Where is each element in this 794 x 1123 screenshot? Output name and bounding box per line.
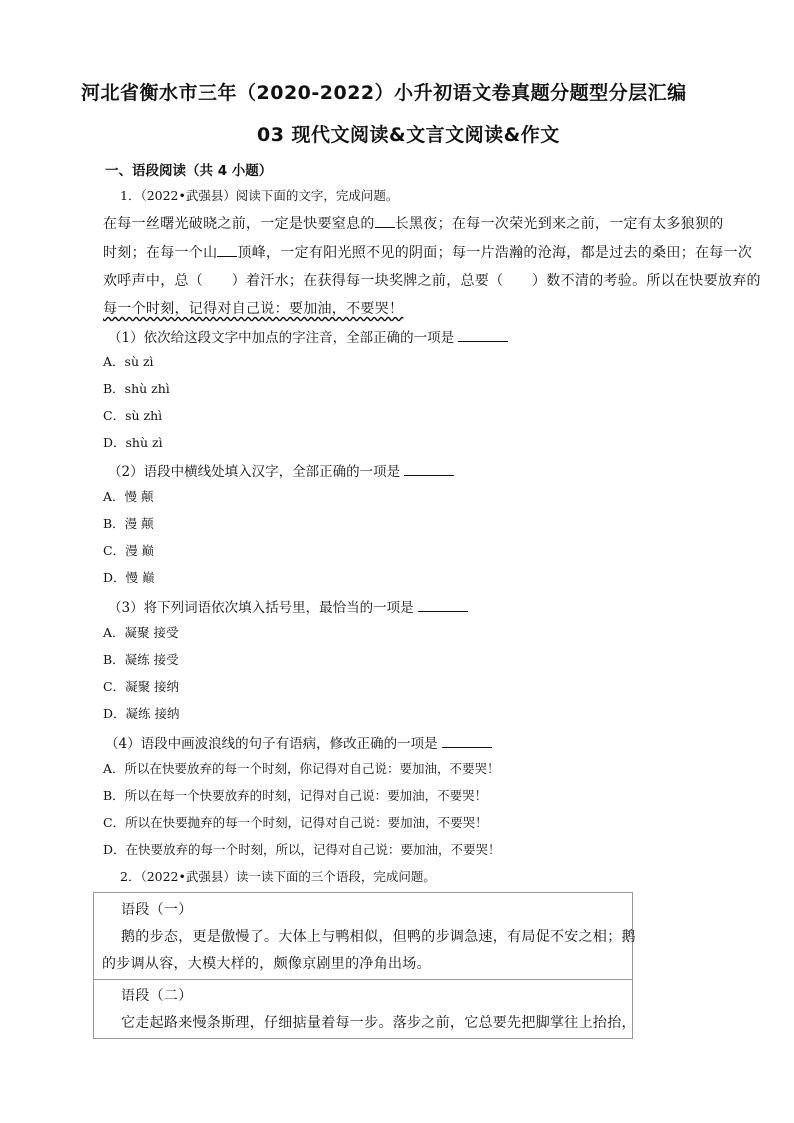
option: C．所以在快要抛弃的每一个时刻，记得对自己说：要加油，不要哭！ [103, 815, 488, 830]
option: D．shù zì [103, 435, 163, 450]
option: B．凝练 接受 [103, 652, 179, 667]
answer-blank [418, 599, 468, 612]
answer-blank [404, 463, 454, 476]
doc-title-line1: 河北省衡水市三年（2020-2022）小升初语文卷真题分题型分层汇编 [81, 82, 687, 104]
option: C．sù zhì [103, 408, 163, 423]
option: A．慢 颠 [103, 489, 154, 504]
segment-2-title: 语段（二） [121, 988, 193, 1004]
fill-blank-2 [217, 244, 237, 257]
sub-question-2: （2）语段中横线处填入汉字，全部正确的一项是 [108, 460, 454, 480]
segment-1-line-1: 鹅的步态，更是傲慢了。大体上与鸭相似，但鸭的步调急速，有局促不安之相；鹅 [121, 929, 636, 945]
option: B．shù zhì [103, 381, 170, 396]
passage-segment-1 [94, 893, 636, 980]
segment-2-line-1: 它走起路来慢条斯理，仔细掂量着每一步。落步之前，它总要先把脚掌往上抬抬， [121, 1015, 636, 1031]
option: A．sù zì [103, 354, 154, 369]
option: D．凝练 接纳 [103, 706, 180, 721]
passage-line-2: 时刻；在每一个山 顶峰，一定有阳光照不见的阴面；每一片浩瀚的沧海，都是过去的桑田；在每一次 [103, 245, 753, 261]
option: C．漫 巅 [103, 543, 155, 558]
doc-title-line2: 03 现代文阅读&文言文阅读&作文 [257, 124, 560, 146]
segment-1-line-2: 的步调从容，大模大样的，颇像京剧里的净角出场。 [102, 956, 431, 972]
sub-question-4: （4）语段中画波浪线的句子有语病，修改正确的一项是 [105, 732, 492, 752]
sub-question-3: （3）将下列词语依次填入括号里，最恰当的一项是 [108, 596, 468, 616]
segment-1-title: 语段（一） [121, 902, 193, 918]
passage-table [93, 892, 636, 1039]
option: B．所以在每一个快要放弃的时刻，记得对自己说：要加油，不要哭！ [103, 788, 488, 803]
option: D．在快要放弃的每一个时刻，所以，记得对自己说：要加油，不要哭！ [103, 842, 501, 857]
question-2-intro: 2．（2022•武强县）读一读下面的三个语段，完成问题。 [120, 869, 436, 884]
passage-line-1: 在每一丝曙光破晓之前，一定是快要窒息的 长黑夜；在每一次荣光到来之前，一定有太多狼狈的 [103, 216, 724, 232]
option: D．慢 巅 [103, 570, 155, 585]
passage-line-3: 欢呼声中，总（ ）着汗水；在获得每一块奖牌之前，总要（ ）数不清的考验。所以在快要放弃的 [103, 273, 761, 289]
option: C．凝聚 接纳 [103, 679, 180, 694]
answer-blank [442, 735, 492, 748]
passage-line-4-wavy: 每一个时刻，记得对自己说：要加油，不要哭！ [103, 301, 404, 317]
option: A．凝聚 接受 [103, 625, 179, 640]
option: A．所以在快要放弃的每一个时刻，你记得对自己说：要加油，不要哭！ [103, 761, 500, 776]
fill-blank-1 [375, 215, 395, 228]
sub-question-1: （1）依次给这段文字中加点的字注音，全部正确的一项是 [108, 326, 508, 346]
answer-blank [458, 329, 508, 342]
question-1-intro: 1．（2022•武强县）阅读下面的文字，完成问题。 [120, 188, 399, 203]
section-heading: 一、语段阅读（共 4 小题） [105, 163, 273, 179]
option: B．漫 颠 [103, 516, 154, 531]
